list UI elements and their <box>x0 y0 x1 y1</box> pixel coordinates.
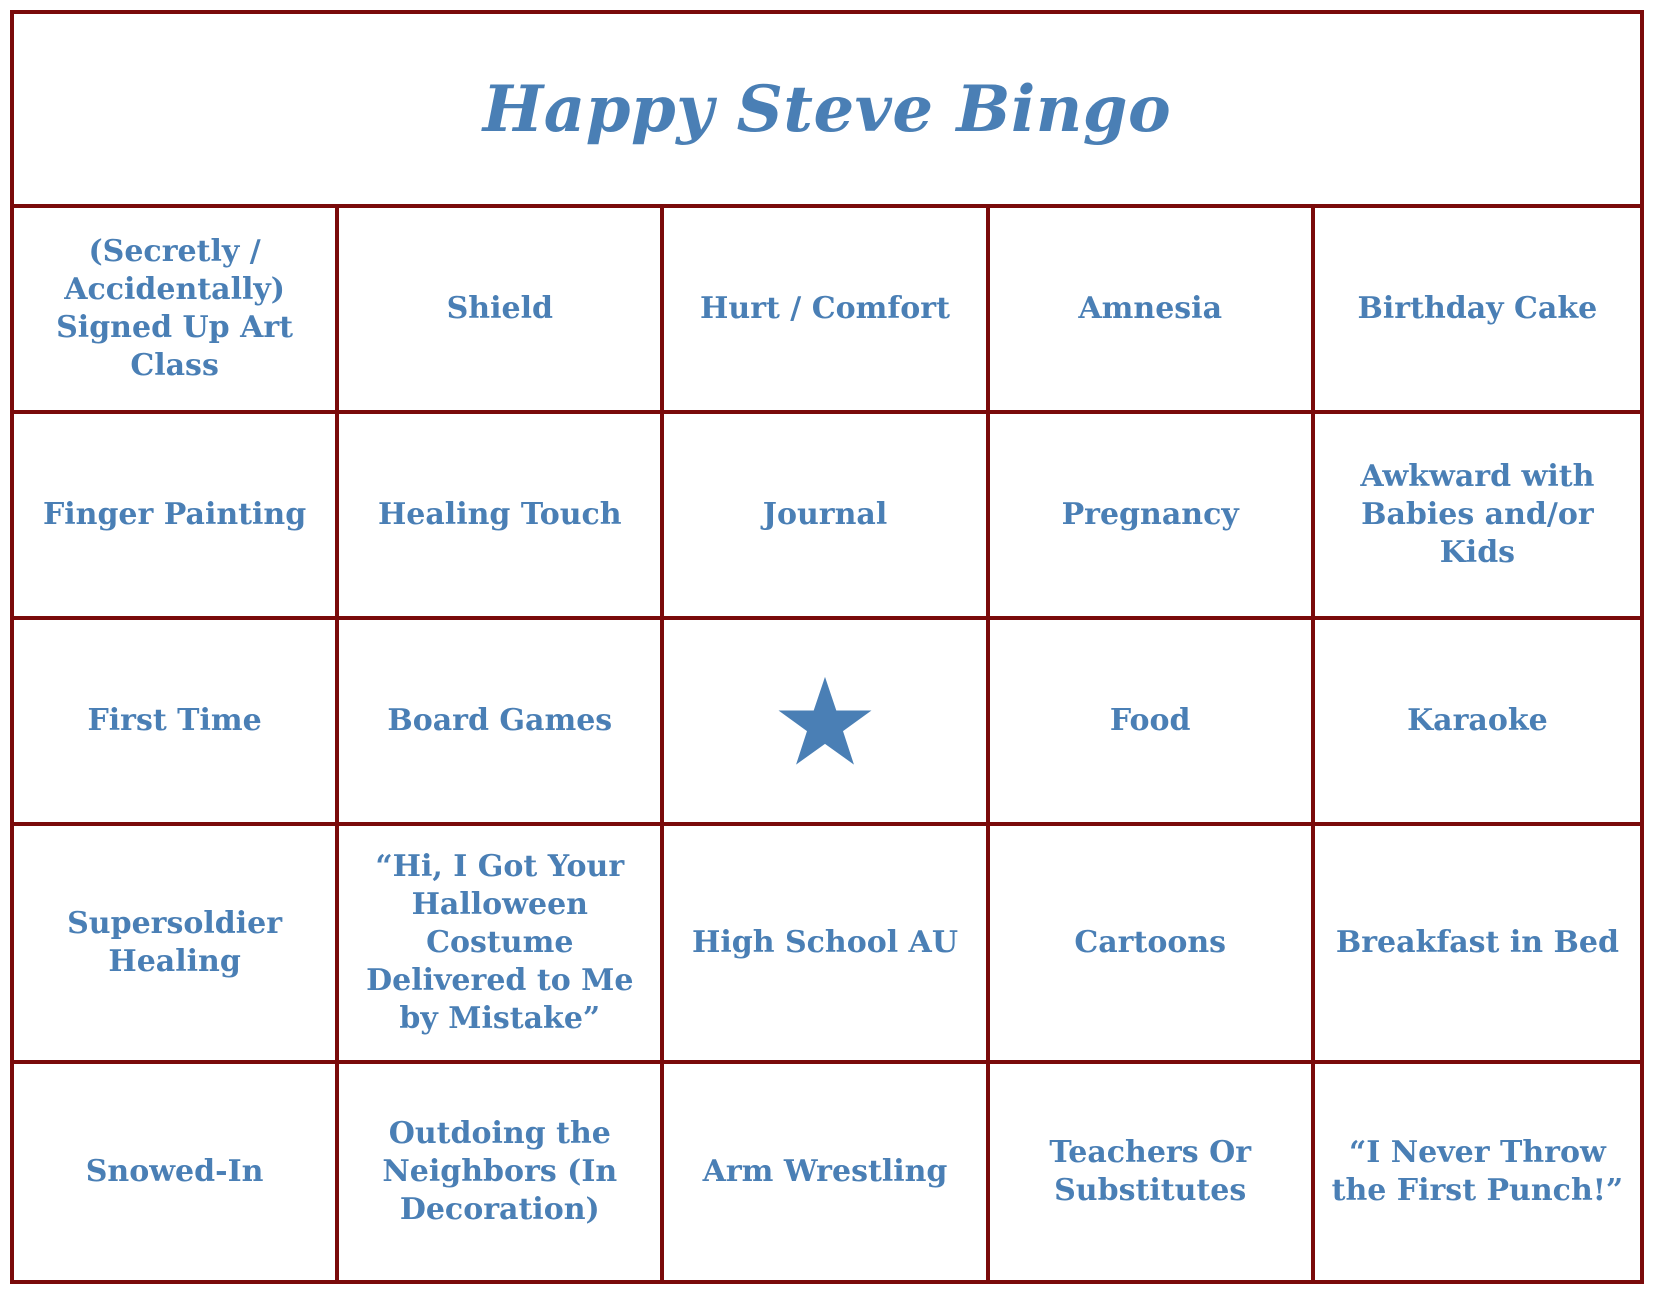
bingo-cell[interactable] <box>664 826 989 1064</box>
bingo-cell[interactable] <box>1315 414 1640 620</box>
cell-label: First Time <box>87 703 262 738</box>
bingo-card <box>10 10 1644 1284</box>
cell-label: Birthday Cake <box>1357 291 1598 326</box>
bingo-cell[interactable] <box>339 414 664 620</box>
cell-label: Cartoons <box>1074 925 1227 960</box>
cell-label: Healing Touch <box>377 497 622 532</box>
bingo-cell[interactable] <box>990 826 1315 1064</box>
cell-label: Awkward with Babies and/or Kids <box>1360 459 1595 570</box>
bingo-cell[interactable] <box>1315 620 1640 826</box>
bingo-cell[interactable] <box>339 1064 664 1280</box>
cell-label: Finger Painting <box>42 497 307 532</box>
free-space-cell[interactable] <box>664 620 989 826</box>
bingo-cell[interactable] <box>1315 826 1640 1064</box>
page-title: Happy Steve Bingo <box>482 71 1172 147</box>
bingo-cell[interactable] <box>990 208 1315 414</box>
cell-label: Supersoldier Healing <box>67 906 283 979</box>
bingo-cell[interactable] <box>14 1064 339 1280</box>
bingo-cell[interactable] <box>339 826 664 1064</box>
cell-label: Hurt / Comfort <box>700 291 950 326</box>
cell-label: Karaoke <box>1407 703 1548 738</box>
bingo-cell[interactable] <box>14 826 339 1064</box>
cell-label: Amnesia <box>1078 291 1223 326</box>
bingo-cell[interactable] <box>14 208 339 414</box>
bingo-cell[interactable] <box>990 620 1315 826</box>
bingo-cell[interactable] <box>339 620 664 826</box>
cell-label: (Secretly / Accidentally) Signed Up Art Class <box>56 234 294 383</box>
bingo-cell[interactable] <box>664 208 989 414</box>
bingo-cell[interactable] <box>14 620 339 826</box>
bingo-cell[interactable] <box>664 414 989 620</box>
cell-label: Pregnancy <box>1061 497 1239 532</box>
cell-label: Journal <box>762 497 888 532</box>
cell-label: Teachers Or Substitutes <box>1049 1135 1252 1208</box>
cell-label: High School AU <box>691 925 958 960</box>
cell-label: Food <box>1109 703 1191 738</box>
cell-label: “Hi, I Got Your Halloween Costume Delivered to Me by Mistake” <box>366 849 634 1036</box>
cell-label: Arm Wrestling <box>702 1154 948 1189</box>
cell-label: Shield <box>446 291 553 326</box>
cell-label: Outdoing the Neighbors (In Decoration) <box>382 1116 618 1227</box>
bingo-cell[interactable] <box>990 414 1315 620</box>
cell-label: Snowed-In <box>85 1154 264 1189</box>
bingo-cell[interactable] <box>990 1064 1315 1280</box>
star-icon <box>777 675 873 767</box>
bingo-cell[interactable] <box>1315 208 1640 414</box>
bingo-cell[interactable] <box>14 414 339 620</box>
bingo-cell[interactable] <box>339 208 664 414</box>
bingo-cell[interactable] <box>1315 1064 1640 1280</box>
cell-label: “I Never Throw the First Punch!” <box>1331 1135 1624 1208</box>
cell-label: Breakfast in Bed <box>1335 925 1619 960</box>
bingo-cell[interactable] <box>664 1064 989 1280</box>
cell-label: Board Games <box>387 703 613 738</box>
title-cell <box>14 14 1640 208</box>
